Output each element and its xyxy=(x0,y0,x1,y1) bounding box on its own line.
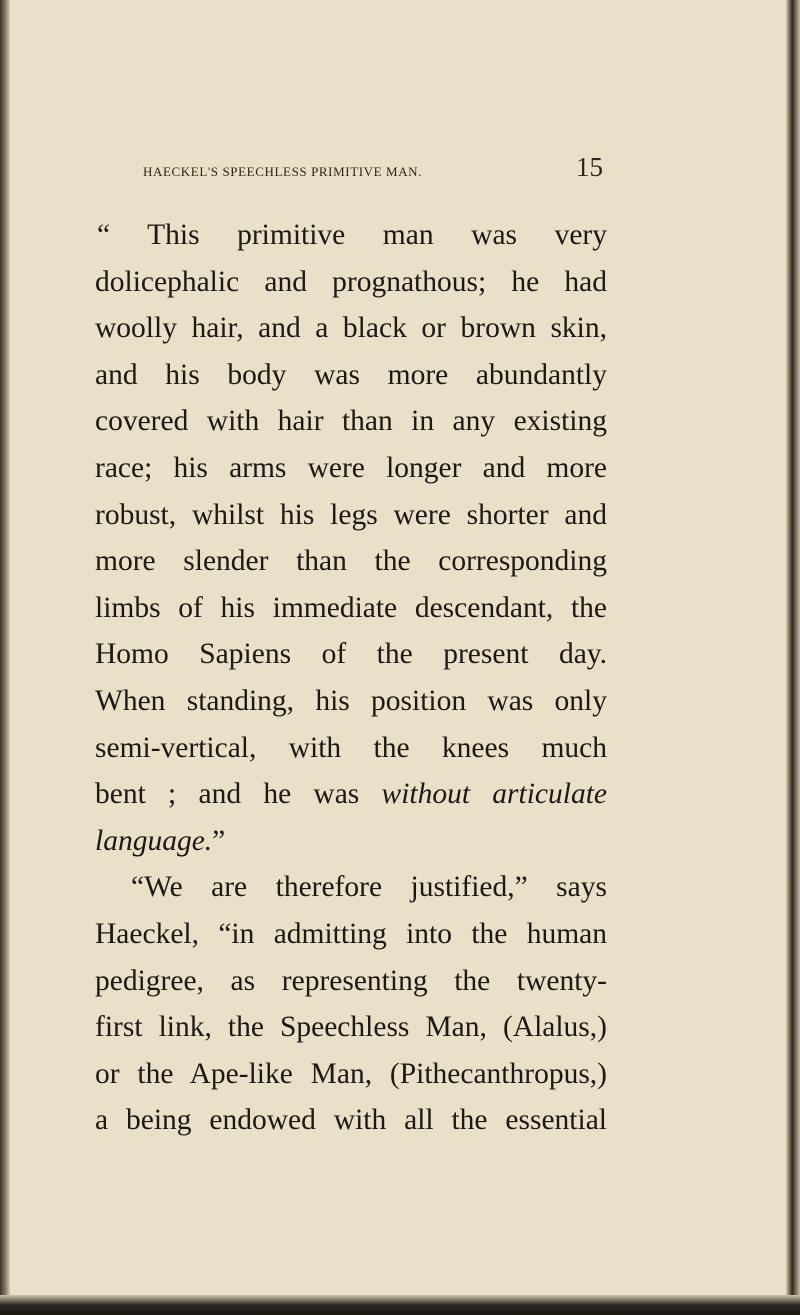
paragraph-2 xyxy=(95,864,607,1144)
text-line: pedigree, as representing the twenty- xyxy=(95,964,607,997)
left-page-edge xyxy=(0,0,10,1315)
text-line: a being endowed with all the essential xyxy=(95,1104,607,1137)
text-line: dolicephalic and prognathous; he had xyxy=(95,265,607,298)
text-line: robust, whilst his legs were shorter and xyxy=(95,498,607,531)
text-line: covered with hair than in any existing xyxy=(95,405,607,438)
right-binding-edge xyxy=(786,0,800,1315)
text-line: “We are therefore justified,” says xyxy=(131,871,607,904)
paragraph-1 xyxy=(95,212,607,864)
text-line: “ This primitive man was very xyxy=(97,219,607,251)
text-line: race; his arms were longer and more xyxy=(95,451,607,484)
text-line: When standing, his position was only xyxy=(95,684,607,717)
text-line: limbs of his immediate descendant, the xyxy=(95,591,607,624)
page-number: 15 xyxy=(576,152,603,182)
text-line-mixed xyxy=(95,818,607,865)
text-line: first link, the Speechless Man, (Alalus,) xyxy=(95,1011,607,1044)
text-line: semi-vertical, with the knees much xyxy=(95,731,607,764)
text-line: Homo Sapiens of the present day. xyxy=(95,638,607,671)
text-line: or the Ape-like Man, (Pithecanthropus,) xyxy=(95,1057,607,1090)
running-head xyxy=(143,152,603,183)
text-line-prefix: bent ; and he was xyxy=(95,778,382,811)
body-text xyxy=(95,212,607,1144)
text-line: woolly hair, and a black or brown skin, xyxy=(95,312,607,345)
closing-quote: ” xyxy=(212,824,226,857)
italic-word: language. xyxy=(95,824,213,857)
text-line: Haeckel, “in admitting into the human xyxy=(95,917,607,950)
italic-phrase: without articulate xyxy=(381,778,607,811)
bottom-page-edge xyxy=(0,1295,800,1315)
text-line: more slender than the corresponding xyxy=(95,545,607,578)
running-head-title: haeckel's speechless primitive man. xyxy=(143,160,423,181)
text-line: and his body was more abundantly xyxy=(95,358,607,391)
text-line-mixed xyxy=(95,771,607,818)
